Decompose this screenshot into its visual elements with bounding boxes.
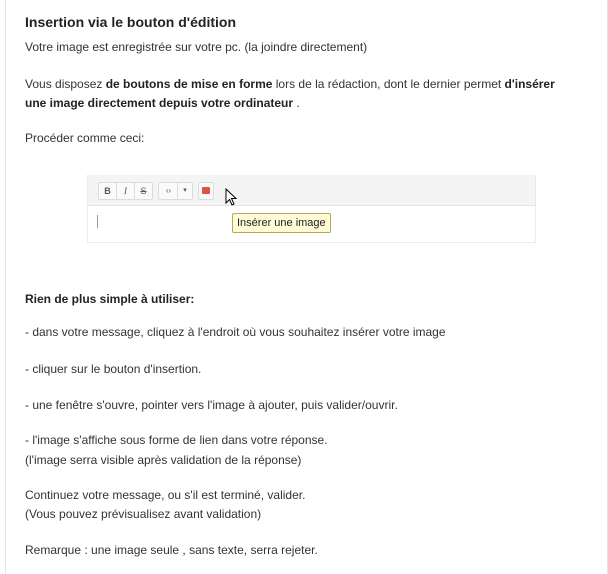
editor-toolbar	[88, 175, 535, 206]
bold-button[interactable]: B	[98, 182, 117, 200]
editor-screenshot	[87, 175, 536, 243]
image-icon	[202, 187, 210, 194]
text-caret	[97, 215, 98, 228]
procedure-text: Procéder comme ceci:	[25, 131, 145, 145]
remark-text: Remarque : une image seule , sans texte, serra rejeter.	[25, 543, 318, 557]
intro-text: Votre image est enregistrée sur votre pc. (la joindre directement)	[25, 40, 368, 54]
bold-text-run: une image directement depuis votre ordinateur	[25, 96, 294, 110]
formatting-paragraph-line2	[25, 93, 300, 113]
steps-heading-text: Rien de plus simple à utiliser:	[25, 292, 195, 306]
insert-image-button[interactable]	[198, 182, 214, 200]
step-item: - une fenêtre s'ouvre, pointer vers l'image à ajouter, puis valider/ouvrir.	[25, 398, 398, 412]
step-note: (l'image serra visible après validation de la réponse)	[25, 453, 302, 467]
bold-text-run: de boutons de mise en forme	[105, 77, 273, 91]
insert-image-tooltip: Insérer une image	[232, 213, 331, 233]
step-item: - dans votre message, cliquez à l'endroit où vous souhaitez insérer votre image	[25, 325, 446, 339]
step-item: Continuez votre message, ou s'il est terminé, valider.	[25, 488, 306, 502]
dropdown-button[interactable]: ▾	[177, 182, 193, 200]
text-run: lors de la rédaction, dont le dernier permet	[272, 77, 505, 91]
steps-heading	[25, 289, 194, 309]
strikethrough-button[interactable]: S	[134, 182, 153, 200]
step-item: - l'image s'affiche sous forme de lien dans votre réponse.	[25, 433, 328, 447]
text-run: .	[293, 96, 300, 110]
italic-button[interactable]: I	[116, 182, 135, 200]
text-run: Vous disposez	[25, 77, 106, 91]
code-button[interactable]: ‹›	[158, 182, 179, 200]
bold-text-run: d'insérer	[504, 77, 555, 91]
formatting-paragraph-line1	[25, 74, 555, 94]
step-note: (Vous pouvez prévisualisez avant validation)	[25, 507, 262, 521]
mouse-pointer-icon	[225, 188, 239, 208]
step-item: - cliquer sur le bouton d'insertion.	[25, 362, 202, 376]
section-title: Insertion via le bouton d'édition	[25, 14, 236, 30]
